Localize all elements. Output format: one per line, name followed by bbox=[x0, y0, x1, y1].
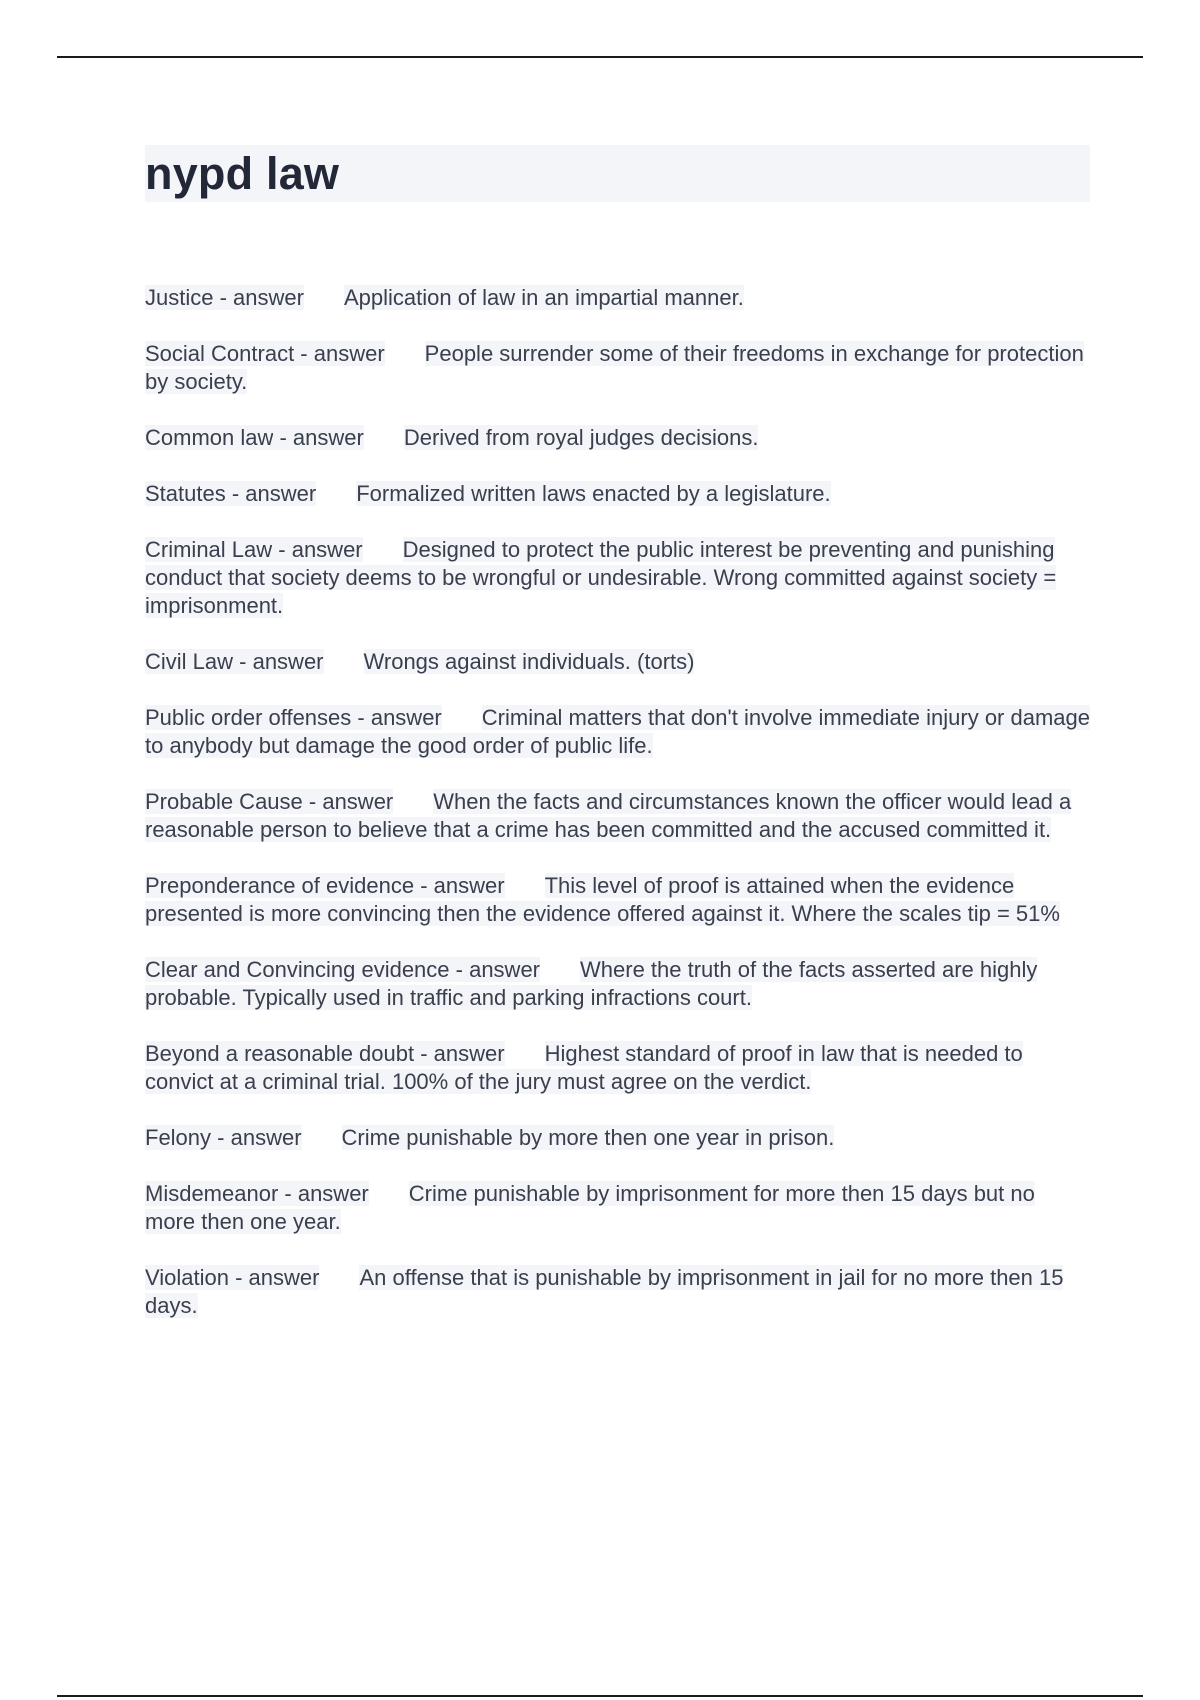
flashcard bbox=[145, 480, 1090, 508]
flashcard bbox=[145, 1180, 1090, 1236]
card-answer-label: - answer bbox=[211, 1125, 302, 1150]
card-answer-label: - answer bbox=[225, 481, 317, 506]
card-answer-label: - answer bbox=[449, 957, 541, 982]
flashcard bbox=[145, 1040, 1090, 1096]
card-term: Civil Law bbox=[145, 649, 234, 674]
card-definition: Crime punishable by imprisonment for more then 15 days but no more then one year. bbox=[145, 1181, 1035, 1234]
header-rule bbox=[57, 56, 1143, 58]
flashcard bbox=[145, 704, 1090, 760]
card-term: Criminal Law bbox=[145, 537, 273, 562]
footer-rule bbox=[57, 1695, 1143, 1697]
card-definition: People surrender some of their freedoms in exchange for protection by society. bbox=[145, 341, 1084, 394]
card-term: Statutes bbox=[145, 481, 226, 506]
card-answer-label: - answer bbox=[351, 705, 442, 730]
card-definition: Application of law in an impartial manner. bbox=[343, 285, 744, 310]
card-definition: Formalized written laws enacted by a legislature. bbox=[356, 481, 831, 506]
card-definition: Crime punishable by more then one year in prison. bbox=[341, 1125, 835, 1150]
card-answer-label: - answer bbox=[278, 1181, 369, 1206]
card-term: Public order offenses bbox=[145, 705, 352, 730]
card-answer-label: - answer bbox=[229, 1265, 320, 1290]
document-body bbox=[145, 145, 1090, 1348]
flashcard bbox=[145, 340, 1090, 396]
card-definition: Highest standard of proof in law that is needed to convict at a criminal trial. 100% of the jury must agree on the verdict. bbox=[145, 1041, 1023, 1094]
card-definition: Wrongs against individuals. (torts) bbox=[363, 649, 695, 674]
card-term: Probable Cause bbox=[145, 789, 303, 814]
page-title: nypd law bbox=[145, 147, 340, 199]
flashcard bbox=[145, 872, 1090, 928]
card-term: Misdemeanor bbox=[145, 1181, 279, 1206]
card-answer-label: - answer bbox=[272, 537, 363, 562]
card-definition: Where the truth of the facts asserted are highly probable. Typically used in traffic and parking infractions court. bbox=[145, 957, 1038, 1010]
flashcard bbox=[145, 284, 1090, 312]
card-term: Social Contract bbox=[145, 341, 295, 366]
flashcard bbox=[145, 956, 1090, 1012]
flashcard bbox=[145, 536, 1090, 620]
card-definition: This level of proof is attained when the evidence presented is more convincing then the evidence offered against it. Where the scales tip = 51% bbox=[145, 873, 1060, 926]
card-definition: Designed to protect the public interest be preventing and punishing conduct that society deems to be wrongful or undesirable. Wrong committed against society = imprisonment. bbox=[145, 537, 1057, 618]
card-answer-label: - answer bbox=[273, 425, 364, 450]
flashcard bbox=[145, 1124, 1090, 1152]
card-definition: Derived from royal judges decisions. bbox=[403, 425, 759, 450]
card-term: Clear and Convincing evidence bbox=[145, 957, 450, 982]
card-answer-label: - answer bbox=[302, 789, 394, 814]
title-bar bbox=[145, 145, 1090, 202]
card-term: Justice bbox=[145, 285, 214, 310]
card-term: Beyond a reasonable doubt bbox=[145, 1041, 415, 1066]
card-answer-label: - answer bbox=[213, 285, 304, 310]
flashcard bbox=[145, 424, 1090, 452]
card-answer-label: - answer bbox=[294, 341, 385, 366]
card-answer-label: - answer bbox=[414, 873, 505, 898]
card-answer-label: - answer bbox=[233, 649, 324, 674]
flashcard-list bbox=[145, 284, 1090, 1320]
card-term: Preponderance of evidence bbox=[145, 873, 415, 898]
card-term: Felony bbox=[145, 1125, 212, 1150]
flashcard bbox=[145, 788, 1090, 844]
card-definition: Criminal matters that don't involve immediate injury or damage to anybody but damage the good order of public life. bbox=[145, 705, 1090, 758]
card-term: Common law bbox=[145, 425, 274, 450]
card-definition: An offense that is punishable by imprisonment in jail for no more then 15 days. bbox=[145, 1265, 1064, 1318]
flashcard bbox=[145, 1264, 1090, 1320]
card-definition: When the facts and circumstances known the officer would lead a reasonable person to believe that a crime has been committed and the accused committed it. bbox=[145, 789, 1072, 842]
flashcard bbox=[145, 648, 1090, 676]
card-answer-label: - answer bbox=[414, 1041, 505, 1066]
card-term: Violation bbox=[145, 1265, 229, 1290]
